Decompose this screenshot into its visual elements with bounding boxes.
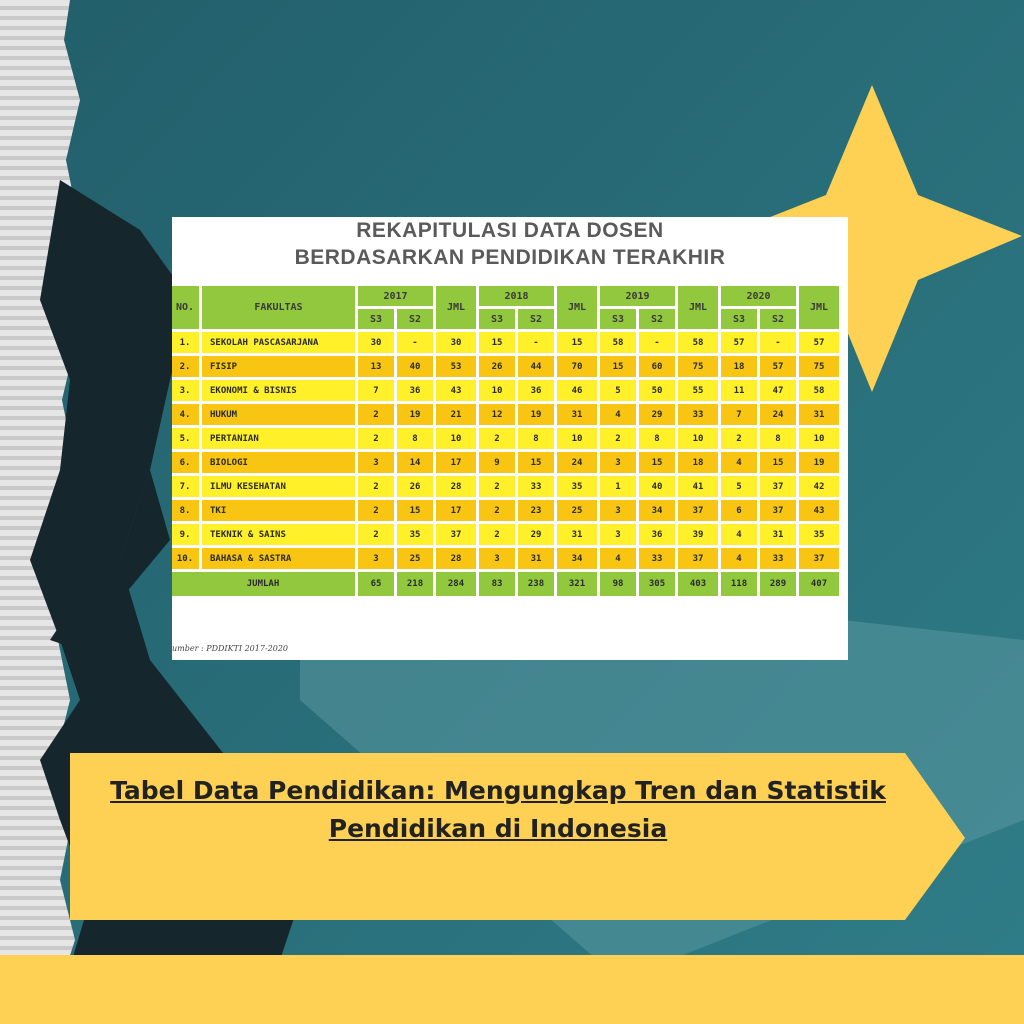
table-cell: 36 xyxy=(397,380,433,401)
banner-line2: Pendidikan di Indonesia xyxy=(328,814,668,843)
table-row xyxy=(172,404,839,425)
table-cell: 15 xyxy=(639,452,675,473)
table-cell: 2 xyxy=(479,476,515,497)
table-title-line2: BERDASARKAN PENDIDIKAN TERAKHIR xyxy=(294,246,726,269)
table-cell: 2 xyxy=(358,404,394,425)
bottom-strip xyxy=(0,955,1024,1024)
total-cell: 238 xyxy=(518,572,554,596)
header-s2: S2 xyxy=(639,309,675,329)
table-cell: 2 xyxy=(358,428,394,449)
total-label: JUMLAH xyxy=(172,572,355,596)
table-cell: 70 xyxy=(557,356,597,377)
table-cell: 4 xyxy=(721,548,757,569)
table-cell: 35 xyxy=(557,476,597,497)
table-cell: 6 xyxy=(721,500,757,521)
header-year: 2018 xyxy=(479,286,554,306)
table-cell: 25 xyxy=(397,548,433,569)
header-year: 2020 xyxy=(721,286,796,306)
table-cell: 35 xyxy=(397,524,433,545)
table-row xyxy=(172,428,839,449)
table-cell: 35 xyxy=(799,524,839,545)
row-fakultas: HUKUM xyxy=(202,404,355,425)
table-cell: 37 xyxy=(799,548,839,569)
table-cell: 15 xyxy=(760,452,796,473)
table-cell: 33 xyxy=(678,404,718,425)
table-cell: 37 xyxy=(678,500,718,521)
table-cell: 53 xyxy=(436,356,476,377)
table-cell: 7 xyxy=(721,404,757,425)
table-cell: 5 xyxy=(721,476,757,497)
table-cell: 15 xyxy=(479,332,515,353)
table-cell: 9 xyxy=(479,452,515,473)
total-cell: 218 xyxy=(397,572,433,596)
header-s3: S3 xyxy=(721,309,757,329)
table-cell: 43 xyxy=(436,380,476,401)
row-fakultas: TEKNIK & SAINS xyxy=(202,524,355,545)
table-cell: 10 xyxy=(799,428,839,449)
table-cell: 46 xyxy=(557,380,597,401)
table-cell: 58 xyxy=(678,332,718,353)
table-cell: 18 xyxy=(678,452,718,473)
row-fakultas: FISIP xyxy=(202,356,355,377)
table-cell: 40 xyxy=(397,356,433,377)
table-row xyxy=(172,548,839,569)
table-cell: 60 xyxy=(639,356,675,377)
table-cell: 33 xyxy=(518,476,554,497)
row-fakultas: ILMU KESEHATAN xyxy=(202,476,355,497)
table-cell: 14 xyxy=(397,452,433,473)
table-cell: 4 xyxy=(721,452,757,473)
table-cell: 21 xyxy=(436,404,476,425)
table-cell: 18 xyxy=(721,356,757,377)
table-cell: 2 xyxy=(721,428,757,449)
table-row xyxy=(172,356,839,377)
table-cell: 19 xyxy=(518,404,554,425)
table-cell: 31 xyxy=(557,404,597,425)
table-cell: 2 xyxy=(358,500,394,521)
header-s2: S2 xyxy=(518,309,554,329)
table-cell: 10 xyxy=(479,380,515,401)
table-cell: 3 xyxy=(479,548,515,569)
row-number: 6. xyxy=(172,452,199,473)
table-cell: 10 xyxy=(678,428,718,449)
table-cell: 29 xyxy=(639,404,675,425)
table-cell: 3 xyxy=(600,524,636,545)
table-cell: 8 xyxy=(639,428,675,449)
table-cell: 37 xyxy=(678,548,718,569)
table-cell: 57 xyxy=(721,332,757,353)
table-cell: 40 xyxy=(639,476,675,497)
table-cell: 1 xyxy=(600,476,636,497)
total-cell: 118 xyxy=(721,572,757,596)
header-s3: S3 xyxy=(600,309,636,329)
total-row xyxy=(172,572,839,596)
row-fakultas: TKI xyxy=(202,500,355,521)
row-number: 3. xyxy=(172,380,199,401)
table-cell: 2 xyxy=(358,524,394,545)
header-jml: JML xyxy=(436,286,476,329)
row-number: 5. xyxy=(172,428,199,449)
table-cell: 3 xyxy=(600,452,636,473)
table-cell: - xyxy=(397,332,433,353)
table-cell: 19 xyxy=(397,404,433,425)
table-cell: 15 xyxy=(518,452,554,473)
table-cell: 50 xyxy=(639,380,675,401)
table-cell: 57 xyxy=(760,356,796,377)
table-cell: 28 xyxy=(436,476,476,497)
table-cell: 13 xyxy=(358,356,394,377)
header-year: 2019 xyxy=(600,286,675,306)
total-cell: 83 xyxy=(479,572,515,596)
total-cell: 289 xyxy=(760,572,796,596)
table-cell: 31 xyxy=(557,524,597,545)
header-fakultas: FAKULTAS xyxy=(202,286,355,329)
header-s2: S2 xyxy=(397,309,433,329)
total-cell: 65 xyxy=(358,572,394,596)
table-cell: 25 xyxy=(557,500,597,521)
table-cell: 41 xyxy=(678,476,718,497)
banner-heading xyxy=(70,772,926,848)
table-cell: 17 xyxy=(436,500,476,521)
row-fakultas: BIOLOGI xyxy=(202,452,355,473)
table-cell: - xyxy=(518,332,554,353)
header-jml: JML xyxy=(557,286,597,329)
table-row xyxy=(172,500,839,521)
table-image xyxy=(172,217,848,660)
table-cell: 19 xyxy=(799,452,839,473)
table-cell: 3 xyxy=(358,548,394,569)
table-cell: 30 xyxy=(358,332,394,353)
table-cell: 26 xyxy=(397,476,433,497)
table-cell: 42 xyxy=(799,476,839,497)
table-cell: 36 xyxy=(518,380,554,401)
table-cell: 24 xyxy=(557,452,597,473)
table-cell: 24 xyxy=(760,404,796,425)
table-cell: - xyxy=(639,332,675,353)
table-cell: 7 xyxy=(358,380,394,401)
table-cell: 12 xyxy=(479,404,515,425)
header-s3: S3 xyxy=(479,309,515,329)
table-cell: 26 xyxy=(479,356,515,377)
table-cell: 23 xyxy=(518,500,554,521)
table-cell: 2 xyxy=(600,428,636,449)
table-title-line1: REKAPITULASI DATA DOSEN xyxy=(356,219,664,242)
table-cell: 17 xyxy=(436,452,476,473)
table-cell: 15 xyxy=(397,500,433,521)
total-cell: 321 xyxy=(557,572,597,596)
table-cell: 37 xyxy=(760,500,796,521)
table-cell: 34 xyxy=(639,500,675,521)
row-number: 1. xyxy=(172,332,199,353)
header-s3: S3 xyxy=(358,309,394,329)
table-cell: 4 xyxy=(600,404,636,425)
table-cell: 8 xyxy=(760,428,796,449)
table-cell: 75 xyxy=(678,356,718,377)
table-cell: 2 xyxy=(479,500,515,521)
table-cell: 37 xyxy=(436,524,476,545)
table-cell: 2 xyxy=(479,428,515,449)
banner-line1: Tabel Data Pendidikan: Mengungkap Tren dan Statistik xyxy=(110,776,886,805)
row-number: 4. xyxy=(172,404,199,425)
table-cell: 34 xyxy=(557,548,597,569)
table-cell: 31 xyxy=(760,524,796,545)
row-number: 8. xyxy=(172,500,199,521)
table-cell: 30 xyxy=(436,332,476,353)
table-cell: 55 xyxy=(678,380,718,401)
table-cell: 29 xyxy=(518,524,554,545)
table-cell: 10 xyxy=(436,428,476,449)
total-cell: 403 xyxy=(678,572,718,596)
table-cell: 3 xyxy=(600,500,636,521)
table-cell: 75 xyxy=(799,356,839,377)
table-cell: 39 xyxy=(678,524,718,545)
table-cell: 8 xyxy=(518,428,554,449)
table-cell: 36 xyxy=(639,524,675,545)
table-row xyxy=(172,524,839,545)
row-fakultas: PERTANIAN xyxy=(202,428,355,449)
table-cell: 57 xyxy=(799,332,839,353)
table-cell: 58 xyxy=(600,332,636,353)
header-jml: JML xyxy=(799,286,839,329)
table-cell: 47 xyxy=(760,380,796,401)
total-cell: 305 xyxy=(639,572,675,596)
table-cell: 8 xyxy=(397,428,433,449)
table-row xyxy=(172,380,839,401)
header-year: 2017 xyxy=(358,286,433,306)
table-row xyxy=(172,476,839,497)
row-fakultas: SEKOLAH PASCASARJANA xyxy=(202,332,355,353)
table-cell: 33 xyxy=(639,548,675,569)
table-cell: 4 xyxy=(600,548,636,569)
row-fakultas: BAHASA & SASTRA xyxy=(202,548,355,569)
table-body xyxy=(172,332,839,596)
table-cell: 58 xyxy=(799,380,839,401)
row-number: 7. xyxy=(172,476,199,497)
total-cell: 284 xyxy=(436,572,476,596)
table-cell: 10 xyxy=(557,428,597,449)
data-table xyxy=(172,283,842,599)
table-cell: 43 xyxy=(799,500,839,521)
header-s2: S2 xyxy=(760,309,796,329)
table-cell: 31 xyxy=(799,404,839,425)
row-fakultas: EKONOMI & BISNIS xyxy=(202,380,355,401)
row-number: 10. xyxy=(172,548,199,569)
total-cell: 407 xyxy=(799,572,839,596)
table-cell: - xyxy=(760,332,796,353)
total-cell: 98 xyxy=(600,572,636,596)
table-cell: 2 xyxy=(358,476,394,497)
row-number: 2. xyxy=(172,356,199,377)
table-row xyxy=(172,452,839,473)
header-jml: JML xyxy=(678,286,718,329)
table-cell: 28 xyxy=(436,548,476,569)
table-cell: 15 xyxy=(557,332,597,353)
table-row xyxy=(172,332,839,353)
table-cell: 5 xyxy=(600,380,636,401)
table-cell: 11 xyxy=(721,380,757,401)
header-no: NO. xyxy=(172,286,199,329)
table-cell: 37 xyxy=(760,476,796,497)
row-number: 9. xyxy=(172,524,199,545)
table-cell: 2 xyxy=(479,524,515,545)
table-cell: 33 xyxy=(760,548,796,569)
table-cell: 3 xyxy=(358,452,394,473)
table-source: umber : PDDIKTI 2017-2020 xyxy=(172,644,289,653)
table-cell: 15 xyxy=(600,356,636,377)
table-cell: 31 xyxy=(518,548,554,569)
table-cell: 44 xyxy=(518,356,554,377)
table-cell: 4 xyxy=(721,524,757,545)
